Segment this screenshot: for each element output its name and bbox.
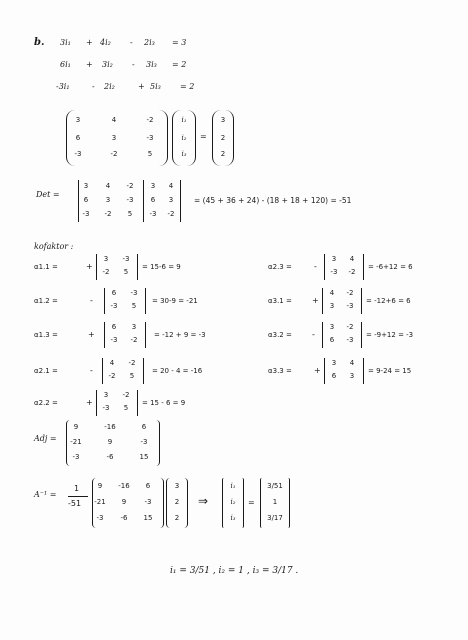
cof12-sign: -: [90, 296, 93, 305]
a33: 5: [147, 150, 153, 158]
cof23-minor: [324, 254, 364, 280]
coefficient-matrix: [66, 110, 168, 166]
cof33-sign: +: [314, 366, 321, 375]
cof11-label: α1.1 =: [34, 263, 58, 271]
adj13: 6: [141, 423, 147, 431]
cof12-m11: 6: [111, 289, 117, 297]
eq1-op1: +: [86, 38, 93, 47]
result-i3: 3/17: [267, 514, 283, 522]
cof31-label: α3.1 =: [268, 297, 292, 305]
cof21-label: α2.1 =: [34, 367, 58, 375]
eq3-rhs: = 2: [180, 82, 195, 91]
d33: 5: [127, 210, 133, 218]
cof21-m11: 4: [109, 359, 115, 367]
cof22-label: α2.2 =: [34, 399, 58, 407]
adj21: -21: [70, 438, 82, 446]
ri2: i₂: [230, 498, 236, 506]
d24: 6: [150, 196, 156, 204]
cof31-m12: -2: [346, 289, 354, 297]
cof32-m12: -2: [346, 323, 354, 331]
inv12: -16: [118, 482, 130, 490]
adj32: -6: [106, 453, 114, 461]
d35: -2: [167, 210, 175, 218]
i2: i₂: [181, 134, 187, 142]
eq3-term2: 2i₂: [104, 82, 115, 91]
eq2-rhs: = 2: [172, 60, 187, 69]
cof33-result: = 9-24 = 15: [368, 367, 412, 375]
adj11: 9: [73, 423, 79, 431]
eq2-op2: -: [132, 60, 135, 69]
a11: 3: [75, 116, 81, 124]
cof23-m21: -3: [330, 268, 338, 276]
eq3-term1: -3i₁: [56, 82, 70, 91]
cof31-m11: 4: [329, 289, 335, 297]
cof33-minor: [324, 358, 364, 384]
implies-arrow: ⇒: [198, 494, 209, 508]
d22: 3: [105, 196, 111, 204]
cof13-sign: +: [88, 330, 95, 339]
cof23-m11: 3: [331, 255, 337, 263]
inv32: -6: [120, 514, 128, 522]
cof11-m22: 5: [123, 268, 129, 276]
cof11-m12: -3: [122, 255, 130, 263]
cof22-minor: [96, 390, 138, 416]
a21: 6: [75, 134, 81, 142]
inv33: 15: [143, 514, 153, 522]
d11: 3: [83, 182, 89, 190]
eq2-term2: 3i₂: [102, 60, 113, 69]
d34: -3: [149, 210, 157, 218]
constant-vector: [212, 110, 234, 166]
a13: -2: [146, 116, 154, 124]
b2: 2: [220, 134, 226, 142]
i1: i₁: [181, 116, 187, 124]
cof31-minor: [322, 288, 362, 314]
adj22: 9: [107, 438, 113, 446]
det-extension: [144, 180, 181, 222]
eq1-term3: 2i₃: [144, 38, 155, 47]
cof23-label: α2.3 =: [268, 263, 292, 271]
inv21: -21: [94, 498, 106, 506]
cof11-minor: [96, 254, 138, 280]
inv22: 9: [121, 498, 127, 506]
inv13: 6: [145, 482, 151, 490]
eq1-rhs: = 3: [172, 38, 187, 47]
invb2: 2: [174, 498, 180, 506]
cof11-m21: -2: [102, 268, 110, 276]
a22: 3: [111, 134, 117, 142]
cof12-m12: -3: [130, 289, 138, 297]
d31: -3: [82, 210, 90, 218]
cof13-m11: 6: [111, 323, 117, 331]
cof22-m11: 3: [103, 391, 109, 399]
cof21-m21: -2: [108, 372, 116, 380]
inv11: 9: [97, 482, 103, 490]
problem-label: b.: [34, 37, 45, 48]
adj31: -3: [72, 453, 80, 461]
cof13-m21: -3: [110, 336, 118, 344]
cof32-label: α3.2 =: [268, 331, 292, 339]
eq1-op2: -: [130, 38, 133, 47]
cof33-m21: 6: [331, 372, 337, 380]
adj-label: Adj =: [34, 434, 57, 443]
cof22-m12: -2: [122, 391, 130, 399]
inverse-numerator: 1: [74, 484, 80, 493]
a23: -3: [146, 134, 154, 142]
cof31-sign: +: [312, 296, 319, 305]
cof13-label: α1.3 =: [34, 331, 58, 339]
cof12-m21: -3: [110, 302, 118, 310]
d15: 4: [168, 182, 174, 190]
inverse-label: A⁻¹ =: [34, 490, 57, 499]
cof22-m22: 5: [123, 404, 129, 412]
cof33-m12: 4: [349, 359, 355, 367]
adj12: -16: [104, 423, 116, 431]
cof32-result: = -9+12 = -3: [366, 331, 414, 339]
cof21-m22: 5: [129, 372, 135, 380]
cof21-result: = 20 - 4 = -16: [152, 367, 203, 375]
cof13-m22: -2: [130, 336, 138, 344]
inv31: -3: [96, 514, 104, 522]
det-matrix: [78, 180, 144, 222]
d13: -2: [126, 182, 134, 190]
cof32-minor: [322, 322, 362, 348]
cof22-result: = 15 - 6 = 9: [142, 399, 186, 407]
d12: 4: [105, 182, 111, 190]
a12: 4: [111, 116, 117, 124]
eq2-op1: +: [86, 60, 93, 69]
cof13-m12: 3: [131, 323, 137, 331]
unknown-vector: [172, 110, 196, 166]
kofaktor-label: kofaktor :: [34, 242, 74, 251]
cof12-label: α1.2 =: [34, 297, 58, 305]
cof11-sign: +: [86, 262, 93, 271]
d23: -3: [126, 196, 134, 204]
cof31-m21: 3: [329, 302, 335, 310]
result-values: [260, 478, 290, 528]
cof33-m22: 3: [349, 372, 355, 380]
cof21-m12: -2: [128, 359, 136, 367]
cof31-result: = -12+6 = 6: [366, 297, 411, 305]
result-i1: 3/51: [267, 482, 283, 490]
cof32-m22: -3: [346, 336, 354, 344]
cof21-minor: [102, 358, 144, 384]
cof11-m11: 3: [103, 255, 109, 263]
inv23: -3: [144, 498, 152, 506]
result-unknowns: [222, 478, 244, 528]
final-answer: i₁ = 3/51 , i₂ = 1 , i₃ = 3/17 .: [170, 566, 299, 576]
adj-matrix: [66, 420, 160, 466]
ri3: i₃: [230, 514, 236, 522]
eq2-term3: 3i₃: [146, 60, 157, 69]
det-label: Det =: [36, 190, 60, 199]
cof23-sign: -: [314, 262, 317, 271]
eq1-term2: 4i₂: [100, 38, 111, 47]
cof33-label: α3.3 =: [268, 367, 292, 375]
invb1: 3: [174, 482, 180, 490]
fraction-bar: [68, 496, 88, 497]
inverse-denominator: -51: [68, 499, 82, 508]
inverse-b-vector: [166, 478, 188, 528]
eq3-term3: 5i₃: [150, 82, 161, 91]
b3: 2: [220, 150, 226, 158]
d32: -2: [104, 210, 112, 218]
cof21-sign: -: [90, 366, 93, 375]
i3: i₃: [181, 150, 187, 158]
b1: 3: [220, 116, 226, 124]
cof12-result: = 30-9 = -21: [152, 297, 198, 305]
cof22-m21: -3: [102, 404, 110, 412]
d25: 3: [168, 196, 174, 204]
eq3-op1: -: [92, 82, 95, 91]
cof32-m11: 3: [329, 323, 335, 331]
invb3: 2: [174, 514, 180, 522]
result-i2: 1: [272, 498, 278, 506]
adj33: 15: [139, 453, 149, 461]
eq2-term1: 6i₁: [60, 60, 71, 69]
cof23-m22: -2: [348, 268, 356, 276]
cof32-sign: -: [312, 330, 315, 339]
eq3-op2: +: [138, 82, 145, 91]
cof12-minor: [104, 288, 146, 314]
d21: 6: [83, 196, 89, 204]
cof23-result: = -6+12 = 6: [368, 263, 413, 271]
eq1-term1: 3i₁: [60, 38, 71, 47]
det-result: = (45 + 36 + 24) - (18 + 18 + 120) = -51: [194, 196, 352, 205]
a31: -3: [74, 150, 82, 158]
adj23: -3: [140, 438, 148, 446]
cof31-m22: -3: [346, 302, 354, 310]
a32: -2: [110, 150, 118, 158]
cof13-result: = -12 + 9 = -3: [154, 331, 206, 339]
d14: 3: [150, 182, 156, 190]
cof32-m21: 6: [329, 336, 335, 344]
inverse-adj-matrix: [92, 478, 164, 528]
cof23-m12: 4: [349, 255, 355, 263]
cof12-m22: 5: [131, 302, 137, 310]
equals-sign: =: [200, 132, 207, 141]
cof33-m11: 3: [331, 359, 337, 367]
cof22-sign: +: [86, 398, 93, 407]
result-equals: =: [248, 498, 255, 507]
cof11-result: = 15-6 = 9: [142, 263, 181, 271]
cof13-minor: [104, 322, 146, 348]
ri1: i₁: [230, 482, 236, 490]
